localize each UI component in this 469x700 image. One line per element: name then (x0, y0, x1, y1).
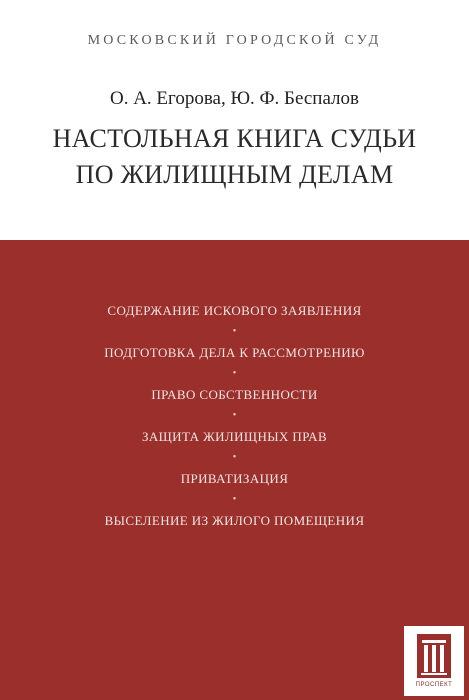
topic-item: ПОДГОТОВКА ДЕЛА К РАССМОТРЕНИЮ (104, 345, 365, 360)
series-label: МОСКОВСКИЙ ГОРОДСКОЙ СУД (87, 33, 382, 48)
topic-separator: • (232, 452, 237, 463)
title-line-1: НАСТОЛЬНАЯ КНИГА СУДЬИ (52, 124, 417, 153)
cover-red-band (0, 240, 469, 700)
topic-item: ВЫСЕЛЕНИЕ ИЗ ЖИЛОГО ПОМЕЩЕНИЯ (104, 513, 365, 528)
topic-item: ПРАВО СОБСТВЕННОСТИ (151, 387, 318, 402)
cover-top-section (0, 0, 469, 240)
topics-list (0, 300, 469, 532)
book-title (0, 121, 469, 193)
publisher-name: ПРОСПЕКТ (415, 682, 453, 688)
authors: О. А. Егорова, Ю. Ф. Беспалов (109, 88, 360, 109)
title-line-2: ПО ЖИЛИЩНЫМ ДЕЛАМ (75, 160, 394, 189)
topic-item: СОДЕРЖАНИЕ ИСКОВОГО ЗАЯВЛЕНИЯ (107, 303, 362, 318)
topic-separator: • (232, 410, 237, 421)
topic-separator: • (232, 326, 237, 337)
topic-item: ПРИВАТИЗАЦИЯ (180, 471, 289, 486)
topic-separator: • (232, 494, 237, 505)
prospekt-building-icon (417, 634, 451, 678)
topic-item: ЗАЩИТА ЖИЛИЩНЫХ ПРАВ (141, 429, 328, 444)
topic-separator: • (232, 368, 237, 379)
publisher-logo (404, 626, 464, 696)
